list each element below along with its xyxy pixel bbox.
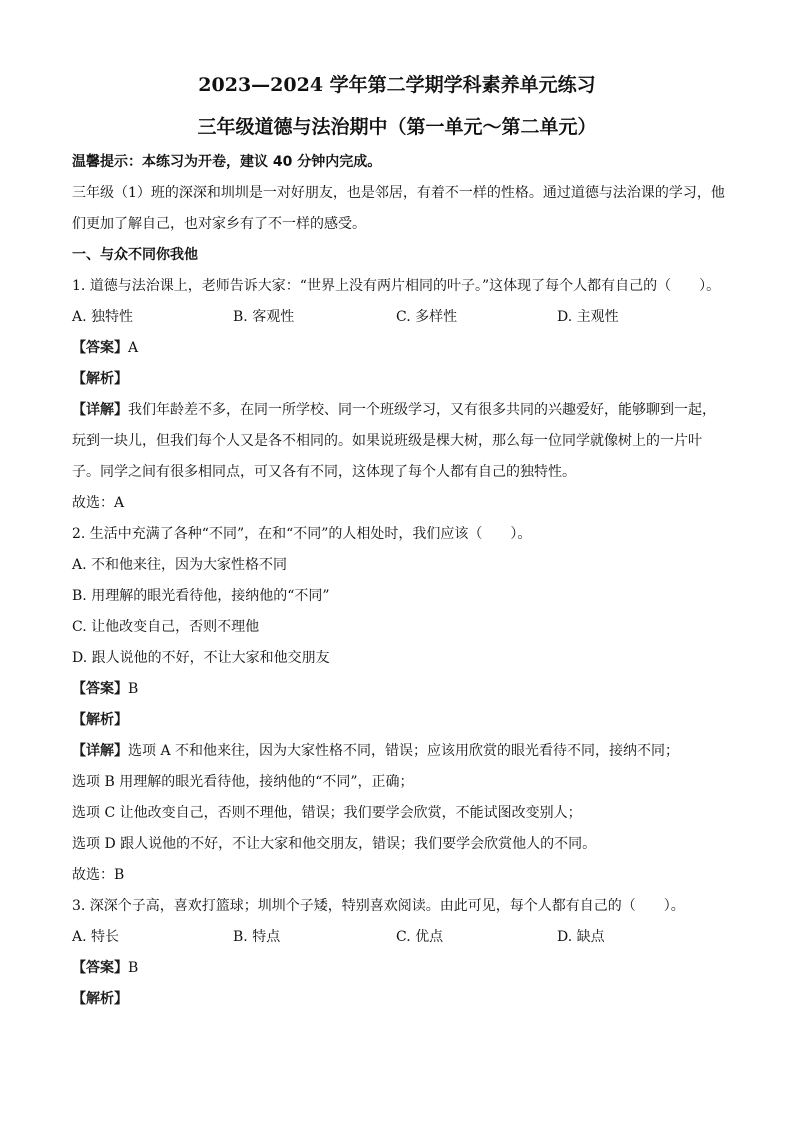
question-3-stem: 3. 深深个子高，喜欢打篮球；圳圳个子矮，特别喜欢阅读。由此可见，每个人都有自己的（ ）。 [72,898,685,914]
question-2-option-c: C. 让他改变自己，否则不理他 [72,619,260,635]
question-3-option-b: B. 特点 [233,929,281,945]
question-2-option-b: B. 用理解的眼光看待他，接纳他的“不同” [72,588,330,604]
question-2-stem: 2. 生活中充满了各种“不同”，在和“不同”的人相处时，我们应该（ ）。 [72,526,532,542]
document-subtitle: 三年级道德与法治期中（第一单元～第二单元） [197,116,597,138]
document-title: 2023—2024 学年第二学期学科素养单元练习 [198,74,596,96]
question-3-option-c: C. 优点 [396,929,444,945]
question-1-answer [72,337,138,357]
question-1-option-a: A. 独特性 [72,309,134,325]
answer-value: B [128,681,139,697]
answer-value: A [128,340,139,356]
question-2-detail-4: 选项 D 跟人说他的不好，不让大家和他交朋友，错误；我们要学会欣赏他人的不同。 [72,836,597,852]
question-2-answer [72,678,138,698]
question-1-option-b: B. 客观性 [233,309,295,325]
question-2-choice: 故选：B [72,867,125,883]
intro-line-1: 三年级（1）班的深深和圳圳是一对好朋友，也是邻居，有着不一样的性格。通过道德与法治课的学习，他 [72,185,725,201]
question-1-choice: 故选：A [72,495,125,511]
section-title: 一、与众不同你我他 [72,247,198,263]
answer-tag: 【答案】 [72,340,128,356]
question-1-analysis-tag: 【解析】 [72,371,128,387]
question-1-option-c: C. 多样性 [396,309,458,325]
tip-text: 温馨提示：本练习为开卷，建议 40 分钟内完成。 [72,154,382,170]
question-2-detail-3: 选项 C 让他改变自己，否则不理他，错误；我们要学会欣赏，不能试图改变别人； [72,805,582,821]
question-2-detail-2: 选项 B 用理解的眼光看待他，接纳他的“不同”，正确； [72,774,414,790]
question-2-option-d: D. 跟人说他的不好，不让大家和他交朋友 [72,650,330,666]
question-1-stem: 1. 道德与法治课上，老师告诉大家：“世界上没有两片相同的叶子。”这体现了每个人都有自己的（ ）。 [72,278,721,294]
question-3-analysis-tag: 【解析】 [72,991,128,1007]
question-3-answer [72,957,138,977]
answer-tag: 【答案】 [72,681,128,697]
question-1-detail-1 [72,399,716,419]
question-3-option-a: A. 特长 [72,929,120,945]
answer-value: B [128,960,139,976]
detail-text: 选项 A 不和他来往，因为大家性格不同，错误；应该用欣赏的眼光看待不同，接纳不同； [128,743,680,759]
question-1-option-d: D. 主观性 [557,309,619,325]
detail-text: 我们年龄差不多，在同一所学校、同一个班级学习，又有很多共同的兴趣爱好，能够聊到一起， [128,402,716,418]
detail-tag: 【详解】 [72,402,128,418]
question-2-option-a: A. 不和他来往，因为大家性格不同 [72,557,288,573]
detail-tag: 【详解】 [72,743,128,759]
question-3-option-d: D. 缺点 [557,929,605,945]
intro-line-2: 们更加了解自己，也对家乡有了不一样的感受。 [72,216,366,232]
question-2-detail-1 [72,740,679,760]
question-1-detail-2: 玩到一块儿，但我们每个人又是各不相同的。如果说班级是棵大树，那么每一位同学就像树上的一片叶 [72,433,702,449]
answer-tag: 【答案】 [72,960,128,976]
question-1-detail-3: 子。同学之间有很多相同点，可又各有不同，这体现了每个人都有自己的独特性。 [72,464,576,480]
question-2-analysis-tag: 【解析】 [72,712,128,728]
